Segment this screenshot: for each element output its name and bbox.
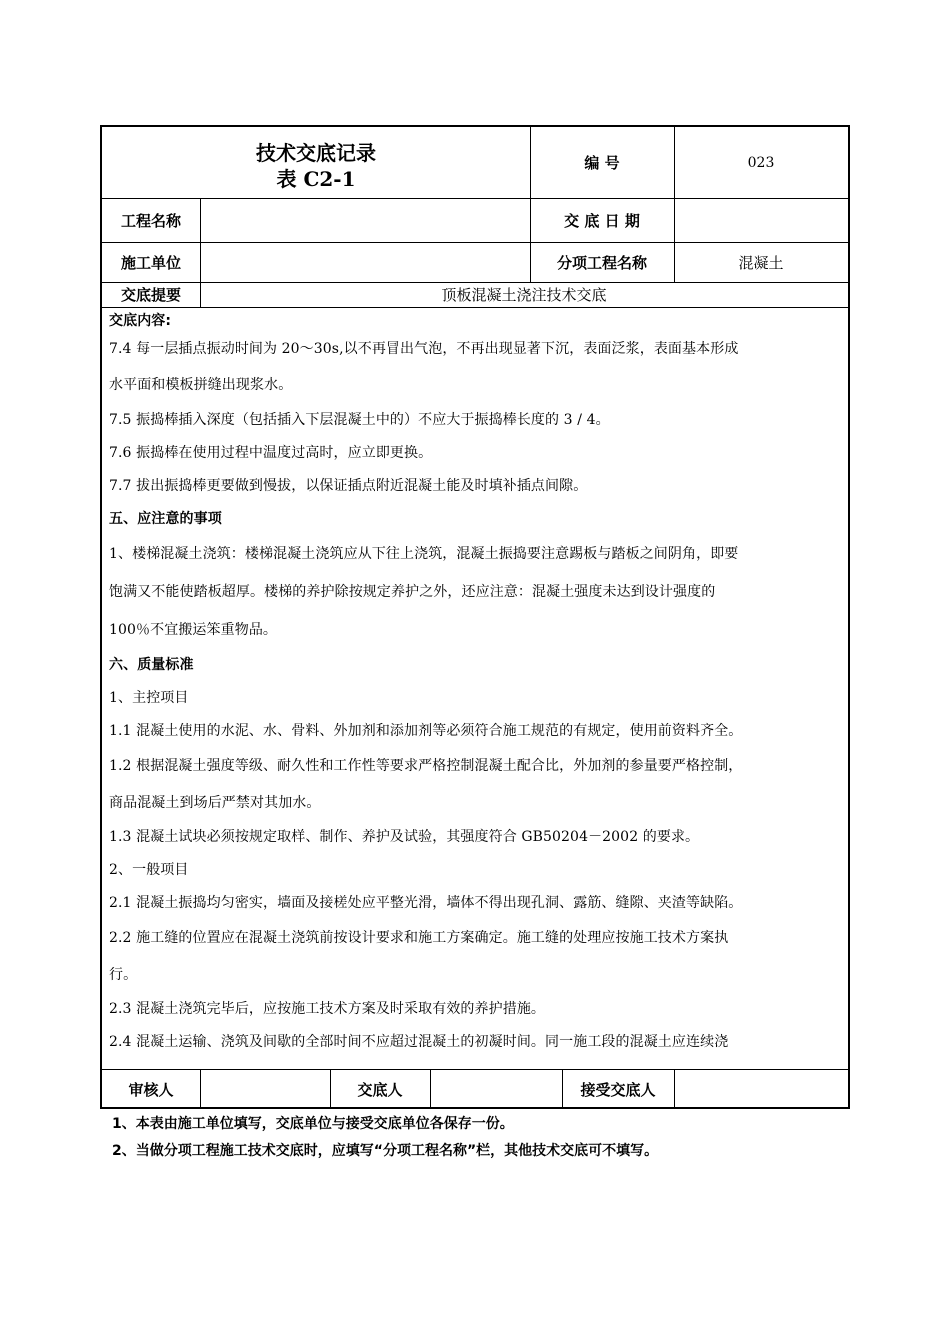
content-line: 2.1 混凝土振捣均匀密实，墙面及接槎处应平整光滑，墙体不得出现孔洞、露筋、缝隙、夹渣等缺陷。 xyxy=(109,895,743,911)
receiver-value[interactable] xyxy=(674,1069,848,1109)
unit-label: 施工单位 xyxy=(120,253,181,272)
content-line: 1.3 混凝土试块必须按规定取样、制作、养护及试验，其强度符合 GB50204－2002 的要求。 xyxy=(109,829,700,845)
section-heading: 六、质量标准 xyxy=(109,657,194,673)
content-line: 7.5 振捣棒插入深度（包括插入下层混凝土中的）不应大于振捣棒长度的 3 / 4。 xyxy=(109,412,610,428)
content-line: 水平面和模板拼缝出现浆水。 xyxy=(109,377,293,393)
content-line: 2.4 混凝土运输、浇筑及间歇的全部时间不应超过混凝土的初凝时间。同一施工段的混凝土应连续浇 xyxy=(109,1034,729,1050)
reviewer-value[interactable] xyxy=(200,1069,330,1109)
content-line: 2、一般项目 xyxy=(109,862,189,878)
form-title-line2: 表 C2-1 xyxy=(276,167,356,191)
content-line: 饱满又不能使踏板超厚。楼梯的养护除按规定养护之外，还应注意：混凝土强度未达到设计强度的 xyxy=(109,584,716,600)
presenter-label: 交底人 xyxy=(357,1080,403,1099)
form-title xyxy=(102,133,530,199)
content-line: 2.3 混凝土浇筑完毕后，应按施工技术方案及时采取有效的养护措施。 xyxy=(109,1001,546,1017)
content-line: 7.4 每一层插点振动时间为 20～30s,以不再冒出气泡，不再出现显著下沉，表面泛浆，表面基本形成 xyxy=(109,341,739,357)
content-line: 2.2 施工缝的位置应在混凝土浇筑前按设计要求和施工方案确定。施工缝的处理应按施工技术方案执 xyxy=(109,930,729,946)
row-divider xyxy=(102,307,848,308)
note-line: 2、当做分项工程施工技术交底时，应填写“分项工程名称”栏，其他技术交底可不填写。 xyxy=(112,1143,659,1159)
summary-value[interactable]: 顶板混凝土浇注技术交底 xyxy=(441,286,607,304)
content-line: 商品混凝土到场后严禁对其加水。 xyxy=(109,795,321,811)
disclosure-content xyxy=(109,310,845,1059)
presenter-value[interactable] xyxy=(430,1069,562,1109)
date-value[interactable] xyxy=(674,198,848,242)
content-line: 7.7 拔出振捣棒更要做到慢拔，以保证插点附近混凝土能及时填补插点间隙。 xyxy=(109,478,588,494)
form-title-line1: 技术交底记录 xyxy=(256,141,376,165)
content-line: 1.1 混凝土使用的水泥、水、骨料、外加剂和添加剂等必须符合施工规范的有规定，使用前资料齐全。 xyxy=(109,723,743,739)
content-line: 1.2 根据混凝土强度等级、耐久性和工作性等要求严格控制混凝土配合比，外加剂的参量要严格控制， xyxy=(109,758,743,774)
sub-project-label: 分项工程名称 xyxy=(556,253,647,272)
content-line: 行。 xyxy=(109,967,138,983)
sub-project-value[interactable]: 混凝土 xyxy=(738,253,784,272)
project-name-value[interactable] xyxy=(200,198,530,242)
note-line: 1、本表由施工单位填写，交底单位与接受交底单位各保存一份。 xyxy=(112,1116,514,1132)
reviewer-label: 审核人 xyxy=(128,1080,174,1099)
content-line: 1、楼梯混凝土浇筑：楼梯混凝土浇筑应从下往上浇筑，混凝土振捣要注意踢板与踏板之间阴角，即要 xyxy=(109,546,739,562)
content-heading: 交底内容: xyxy=(109,313,172,329)
date-label: 交 底 日 期 xyxy=(564,211,640,230)
technical-disclosure-form xyxy=(100,125,850,1109)
number-label: 编 号 xyxy=(584,154,620,172)
summary-label: 交底提要 xyxy=(120,286,181,304)
section-heading: 五、应注意的事项 xyxy=(109,511,222,527)
project-name-label: 工程名称 xyxy=(120,211,181,230)
unit-value[interactable] xyxy=(200,242,530,282)
number-value[interactable]: 023 xyxy=(747,154,775,171)
content-line: 7.6 振捣棒在使用过程中温度过高时，应立即更换。 xyxy=(109,445,433,461)
form-notes xyxy=(112,1111,658,1165)
receiver-label: 接受交底人 xyxy=(580,1080,656,1099)
content-line: 100％不宜搬运笨重物品。 xyxy=(109,622,278,638)
content-line: 1、主控项目 xyxy=(109,690,189,706)
